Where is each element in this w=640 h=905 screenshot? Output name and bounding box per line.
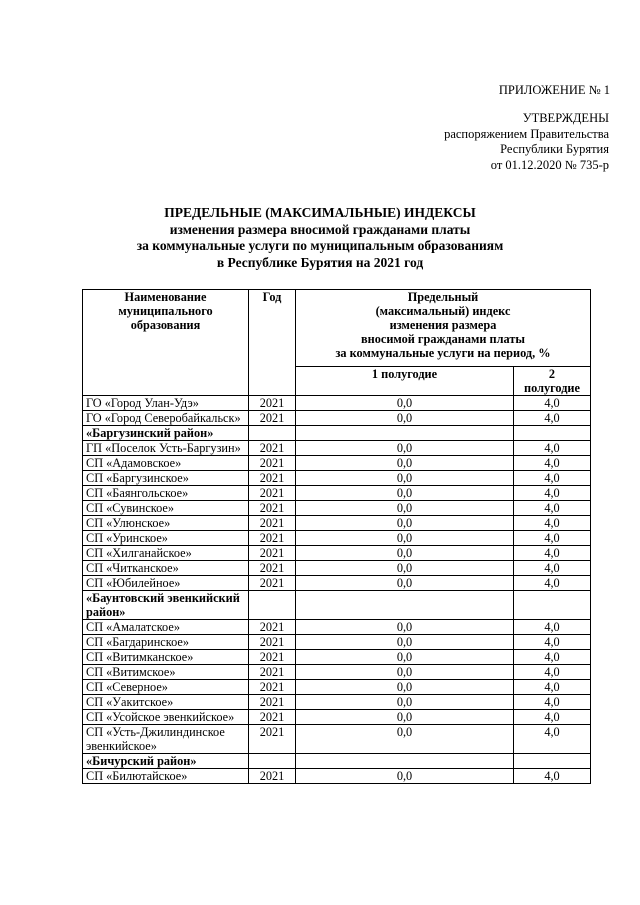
cell-half-2: 4,0 — [514, 561, 591, 576]
cell-year: 2021 — [249, 501, 296, 516]
index-table — [82, 289, 591, 784]
cell-year: 2021 — [249, 396, 296, 411]
approval-block — [444, 111, 609, 173]
table-row — [83, 754, 591, 769]
cell-name: СП «Баянгольское» — [83, 486, 249, 501]
cell-year: 2021 — [249, 769, 296, 784]
cell-half-2: 4,0 — [514, 471, 591, 486]
cell-half-2 — [514, 591, 591, 620]
table-row — [83, 441, 591, 456]
cell-half-2: 4,0 — [514, 441, 591, 456]
cell-name: СП «Хилганайское» — [83, 546, 249, 561]
cell-year: 2021 — [249, 531, 296, 546]
table-row — [83, 411, 591, 426]
table-row — [83, 695, 591, 710]
title-line-4: в Республике Бурятия на 2021 год — [216, 254, 424, 270]
cell-year: 2021 — [249, 576, 296, 591]
cell-name: «Баргузинский район» — [83, 426, 249, 441]
cell-name: СП «Уринское» — [83, 531, 249, 546]
cell-half-1 — [296, 591, 514, 620]
cell-half-2: 4,0 — [514, 620, 591, 635]
cell-year: 2021 — [249, 650, 296, 665]
cell-year: 2021 — [249, 561, 296, 576]
cell-year: 2021 — [249, 620, 296, 635]
table-row — [83, 665, 591, 680]
cell-half-2: 4,0 — [514, 531, 591, 546]
title-line-3: за коммунальные услуги по муниципальным образованиям — [136, 238, 504, 253]
cell-name: ГО «Город Улан-Удэ» — [83, 396, 249, 411]
header-name — [83, 290, 249, 396]
table-body — [83, 396, 591, 784]
cell-half-1: 0,0 — [296, 635, 514, 650]
table-row — [83, 576, 591, 591]
cell-half-2: 4,0 — [514, 486, 591, 501]
header-half-2-line-1: 2 — [548, 367, 556, 381]
cell-half-2: 4,0 — [514, 769, 591, 784]
cell-name: СП «Читканское» — [83, 561, 249, 576]
cell-name: СП «Юбилейное» — [83, 576, 249, 591]
cell-year: 2021 — [249, 486, 296, 501]
cell-half-1: 0,0 — [296, 471, 514, 486]
table-row — [83, 680, 591, 695]
cell-name: СП «Витимское» — [83, 665, 249, 680]
cell-year: 2021 — [249, 680, 296, 695]
cell-name: СП «Усть-Джилиндинское эвенкийское» — [83, 725, 249, 754]
header-half-2 — [514, 367, 591, 396]
table-row — [83, 426, 591, 441]
header-name-line-1: Наименование — [124, 290, 207, 304]
table-row — [83, 620, 591, 635]
cell-year — [249, 591, 296, 620]
cell-year: 2021 — [249, 456, 296, 471]
header-index — [296, 290, 591, 367]
approval-line-3: Республики Бурятия — [500, 142, 609, 156]
header-year: Год — [249, 290, 296, 396]
cell-name: СП «Уакитское» — [83, 695, 249, 710]
cell-half-2: 4,0 — [514, 650, 591, 665]
title-line-2: изменения размера вносимой гражданами платы — [169, 221, 471, 237]
cell-name: СП «Адамовское» — [83, 456, 249, 471]
cell-half-2: 4,0 — [514, 576, 591, 591]
cell-half-1: 0,0 — [296, 516, 514, 531]
table-row — [83, 591, 591, 620]
header-name-line-3: образования — [130, 318, 201, 332]
header-index-line-5: за коммунальные услуги на период, % — [335, 346, 551, 360]
cell-half-2: 4,0 — [514, 516, 591, 531]
appendix-label: ПРИЛОЖЕНИЕ № 1 — [498, 83, 610, 97]
header-name-line-2: муниципального — [118, 304, 213, 318]
cell-half-1: 0,0 — [296, 501, 514, 516]
cell-half-2 — [514, 426, 591, 441]
cell-half-2: 4,0 — [514, 725, 591, 754]
cell-name: СП «Багдаринское» — [83, 635, 249, 650]
table-row — [83, 456, 591, 471]
cell-half-2: 4,0 — [514, 665, 591, 680]
cell-year: 2021 — [249, 635, 296, 650]
cell-half-1: 0,0 — [296, 441, 514, 456]
table-row — [83, 531, 591, 546]
cell-year: 2021 — [249, 546, 296, 561]
cell-name: СП «Северное» — [83, 680, 249, 695]
table-row — [83, 725, 591, 754]
title-line-1: ПРЕДЕЛЬНЫЕ (МАКСИМАЛЬНЫЕ) ИНДЕКСЫ — [164, 205, 476, 220]
header-half-1: 1 полугодие — [296, 367, 514, 396]
cell-half-1: 0,0 — [296, 561, 514, 576]
table-row — [83, 769, 591, 784]
cell-half-1: 0,0 — [296, 546, 514, 561]
cell-half-2: 4,0 — [514, 680, 591, 695]
document-title — [0, 205, 640, 271]
table-header-row — [83, 290, 591, 367]
cell-year: 2021 — [249, 665, 296, 680]
cell-year: 2021 — [249, 411, 296, 426]
table-row — [83, 561, 591, 576]
cell-half-1 — [296, 754, 514, 769]
cell-half-2: 4,0 — [514, 695, 591, 710]
header-index-line-4: вносимой гражданами платы — [360, 332, 526, 346]
cell-half-2: 4,0 — [514, 710, 591, 725]
cell-half-1 — [296, 426, 514, 441]
cell-name: СП «Сувинское» — [83, 501, 249, 516]
header-index-line-2: (максимальный) индекс — [375, 304, 511, 318]
cell-half-1: 0,0 — [296, 650, 514, 665]
cell-name: «Баунтовский эвенкийский район» — [83, 591, 249, 620]
cell-name: СП «Билютайское» — [83, 769, 249, 784]
cell-half-1: 0,0 — [296, 396, 514, 411]
cell-half-2: 4,0 — [514, 546, 591, 561]
cell-half-1: 0,0 — [296, 620, 514, 635]
cell-half-1: 0,0 — [296, 456, 514, 471]
cell-half-1: 0,0 — [296, 576, 514, 591]
approval-line-4: от 01.12.2020 № 735-р — [490, 157, 609, 172]
cell-half-2: 4,0 — [514, 635, 591, 650]
cell-half-2 — [514, 754, 591, 769]
table-row — [83, 486, 591, 501]
cell-half-2: 4,0 — [514, 501, 591, 516]
header-index-line-1: Предельный — [407, 290, 479, 304]
cell-half-1: 0,0 — [296, 531, 514, 546]
cell-half-1: 0,0 — [296, 695, 514, 710]
table-row — [83, 546, 591, 561]
cell-half-1: 0,0 — [296, 769, 514, 784]
cell-name: СП «Баргузинское» — [83, 471, 249, 486]
cell-name: СП «Амалатское» — [83, 620, 249, 635]
header-index-line-3: изменения размера — [389, 318, 497, 332]
cell-half-1: 0,0 — [296, 411, 514, 426]
table-row — [83, 516, 591, 531]
cell-year — [249, 426, 296, 441]
cell-half-1: 0,0 — [296, 665, 514, 680]
approval-line-2: распоряжением Правительства — [444, 126, 609, 141]
table-row — [83, 501, 591, 516]
header-half-2-line-2: полугодие — [524, 381, 580, 395]
approval-line-1: УТВЕРЖДЕНЫ — [522, 111, 609, 125]
cell-year: 2021 — [249, 710, 296, 725]
table-row — [83, 710, 591, 725]
cell-name: ГО «Город Северобайкальск» — [83, 411, 249, 426]
table-row — [83, 635, 591, 650]
cell-year: 2021 — [249, 516, 296, 531]
cell-year: 2021 — [249, 695, 296, 710]
cell-half-1: 0,0 — [296, 725, 514, 754]
cell-year — [249, 754, 296, 769]
cell-name: ГП «Поселок Усть-Баргузин» — [83, 441, 249, 456]
cell-year: 2021 — [249, 441, 296, 456]
cell-name: «Бичурский район» — [83, 754, 249, 769]
cell-half-1: 0,0 — [296, 680, 514, 695]
table-row — [83, 650, 591, 665]
cell-half-1: 0,0 — [296, 710, 514, 725]
cell-name: СП «Улюнское» — [83, 516, 249, 531]
cell-year: 2021 — [249, 471, 296, 486]
cell-name: СП «Витимканское» — [83, 650, 249, 665]
table-row — [83, 396, 591, 411]
cell-half-2: 4,0 — [514, 456, 591, 471]
cell-half-2: 4,0 — [514, 411, 591, 426]
cell-year: 2021 — [249, 725, 296, 754]
cell-name: СП «Усойское эвенкийское» — [83, 710, 249, 725]
cell-half-1: 0,0 — [296, 486, 514, 501]
table-row — [83, 471, 591, 486]
cell-half-2: 4,0 — [514, 396, 591, 411]
